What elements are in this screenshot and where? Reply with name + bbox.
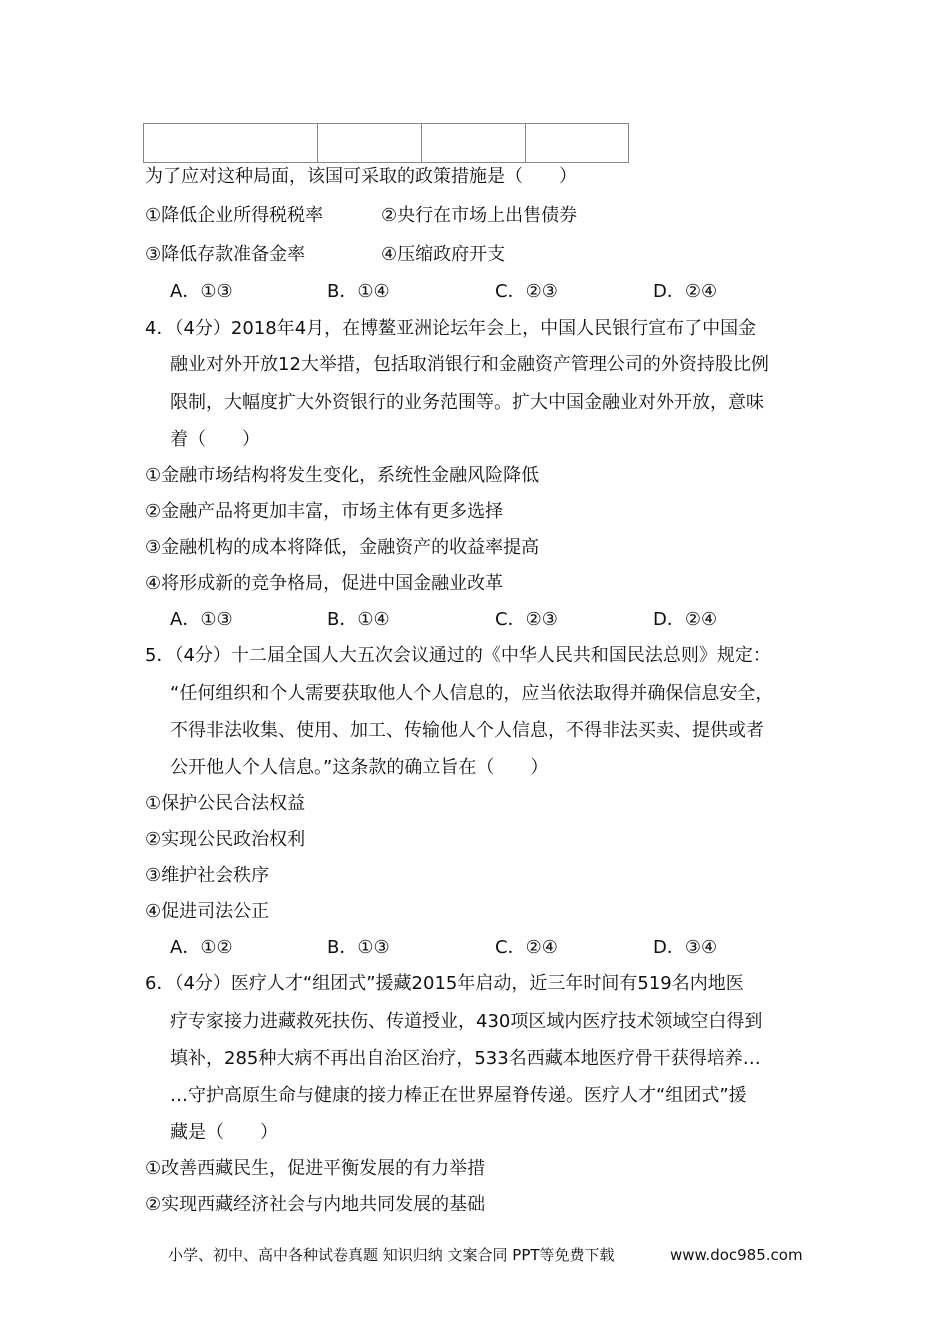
q5-line-4: 公开他人个人信息。”这条款的确立旨在（ ）: [170, 757, 549, 778]
table-cell: [318, 124, 422, 163]
option-b[interactable]: B．①④: [327, 609, 390, 630]
q4-statement-1: ①金融市场结构将发生变化，系统性金融风险降低: [145, 465, 540, 486]
q4-statement-3: ③金融机构的成本将降低，金融资产的收益率提高: [145, 537, 540, 558]
q5-statement-2: ②实现公民政治权利: [145, 829, 306, 850]
option-a[interactable]: A．①③: [170, 609, 233, 630]
q6-line-1: 6．（4分）医疗人才“组团式”援藏2015年启动，近三年时间有519名内地医: [145, 973, 744, 994]
q6-line-4: …守护高原生命与健康的接力棒正在世界屋脊传递。医疗人才“组团式”援: [170, 1085, 747, 1106]
q5-statement-4: ④促进司法公正: [145, 901, 270, 922]
option-d[interactable]: D．③④: [653, 937, 718, 958]
option-d[interactable]: D．②④: [653, 609, 718, 630]
q6-line-5: 藏是（ ）: [170, 1122, 278, 1143]
top-table: [143, 123, 629, 163]
q5-line-2: “任何组织和个人需要获取他人个人信息的，应当依法取得并确保信息安全，: [170, 683, 774, 704]
q3-statement-4: ④压缩政府开支: [381, 244, 506, 265]
q5-statement-1: ①保护公民合法权益: [145, 793, 306, 814]
q4-statement-2: ②金融产品将更加丰富，市场主体有更多选择: [145, 501, 504, 522]
q4-line-1: 4．（4分）2018年4月，在博鳌亚洲论坛年会上，中国人民银行宣布了中国金: [145, 318, 757, 339]
q4-options: [0, 609, 950, 631]
option-a[interactable]: A．①②: [170, 937, 233, 958]
q4-line-4: 着（ ）: [170, 429, 260, 450]
footer-url[interactable]: www.doc985.com: [670, 1246, 803, 1264]
page-footer: [168, 1245, 803, 1265]
option-c[interactable]: C．②③: [495, 609, 558, 630]
table-cell: [422, 124, 526, 163]
option-b[interactable]: B．①④: [327, 281, 390, 302]
q4-statement-4: ④将形成新的竞争格局，促进中国金融业改革: [145, 573, 504, 594]
q3-statement-2: ②央行在市场上出售债券: [381, 205, 578, 226]
q3-stem: 为了应对这种局面，该国可采取的政策措施是（ ）: [145, 166, 577, 187]
table-cell: [144, 124, 318, 163]
q4-line-2: 融业对外开放12大举措，包括取消银行和金融资产管理公司的外资持股比例: [170, 354, 769, 375]
q4-line-3: 限制，大幅度扩大外资银行的业务范围等。扩大中国金融业对外开放，意味: [170, 392, 764, 413]
q3-statement-1: ①降低企业所得税税率: [145, 205, 324, 226]
footer-text: 小学、初中、高中各种试卷真题 知识归纳 文案合同 PPT等免费下载: [168, 1246, 615, 1264]
q3-statement-3: ③降低存款准备金率: [145, 244, 306, 265]
q5-line-3: 不得非法收集、使用、加工、传输他人个人信息，不得非法买卖、提供或者: [170, 720, 764, 741]
q3-options: [0, 281, 950, 303]
q5-line-1: 5．（4分）十二届全国人大五次会议通过的《中华人民共和国民法总则》规定：: [145, 645, 771, 666]
option-b[interactable]: B．①③: [327, 937, 390, 958]
q5-options: [0, 937, 950, 959]
q6-line-3: 填补，285种大病不再出自治区治疗，533名西藏本地医疗骨干获得培养…: [170, 1048, 761, 1069]
option-d[interactable]: D．②④: [653, 281, 718, 302]
table-cell: [526, 124, 629, 163]
option-a[interactable]: A．①③: [170, 281, 233, 302]
option-c[interactable]: C．②③: [495, 281, 558, 302]
q6-statement-2: ②实现西藏经济社会与内地共同发展的基础: [145, 1194, 486, 1215]
q6-line-2: 疗专家接力进藏救死扶伤、传道授业，430项区域内医疗技术领域空白得到: [170, 1011, 763, 1032]
q5-statement-3: ③维护社会秩序: [145, 865, 270, 886]
q6-statement-1: ①改善西藏民生，促进平衡发展的有力举措: [145, 1158, 486, 1179]
option-c[interactable]: C．②④: [495, 937, 558, 958]
